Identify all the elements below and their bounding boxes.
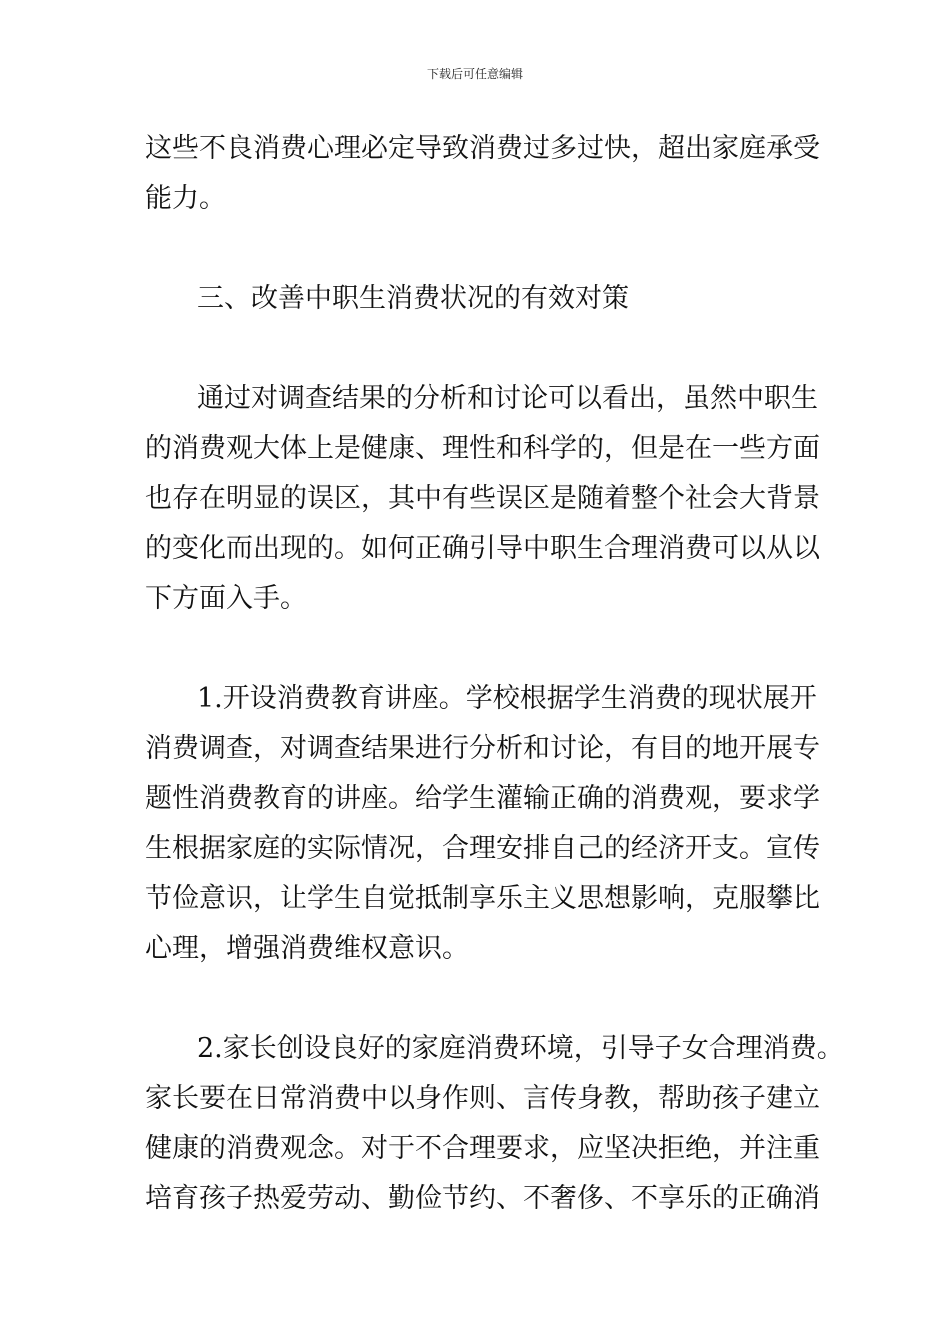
paragraph-line: 1.开设消费教育讲座。学校根据学生消费的现状展开 (197, 683, 817, 714)
section-heading: 三、改善中职生消费状况的有效对策 (197, 283, 629, 314)
paragraph-line: 的消费观大体上是健康、理性和科学的，但是在一些方面 (145, 433, 820, 464)
paragraph-line: 也存在明显的误区，其中有些误区是随着整个社会大背景 (145, 483, 820, 514)
paragraph-line: 下方面入手。 (145, 583, 307, 614)
paragraph-line: 的变化而出现的。如何正确引导中职生合理消费可以从以 (145, 533, 820, 564)
paragraph-line: 通过对调查结果的分析和讨论可以看出，虽然中职生 (197, 383, 818, 414)
paragraph-line: 这些不良消费心理必定导致消费过多过快，超出家庭承受 (145, 133, 820, 164)
paragraph-line: 心理，增强消费维权意识。 (145, 933, 469, 964)
paragraph-line: 生根据家庭的实际情况，合理安排自己的经济开支。宣传 (145, 833, 820, 864)
paragraph-line: 消费调查，对调查结果进行分析和讨论，有目的地开展专 (145, 733, 820, 764)
paragraph-line: 家长要在日常消费中以身作则、言传身教，帮助孩子建立 (145, 1083, 820, 1114)
paragraph-line: 题性消费教育的讲座。给学生灌输正确的消费观，要求学 (145, 783, 820, 814)
paragraph-line: 节俭意识，让学生自觉抵制享乐主义思想影响，克服攀比 (145, 883, 820, 914)
paragraph-line: 培育孩子热爱劳动、勤俭节约、不奢侈、不享乐的正确消 (145, 1183, 820, 1214)
paragraph-line: 能力。 (145, 183, 226, 214)
header-note: 下载后可任意编辑 (426, 67, 523, 81)
paragraph-line: 2.家长创设良好的家庭消费环境，引导子女合理消费。 (197, 1033, 844, 1064)
paragraph-line: 健康的消费观念。对于不合理要求，应坚决拒绝，并注重 (145, 1133, 820, 1164)
